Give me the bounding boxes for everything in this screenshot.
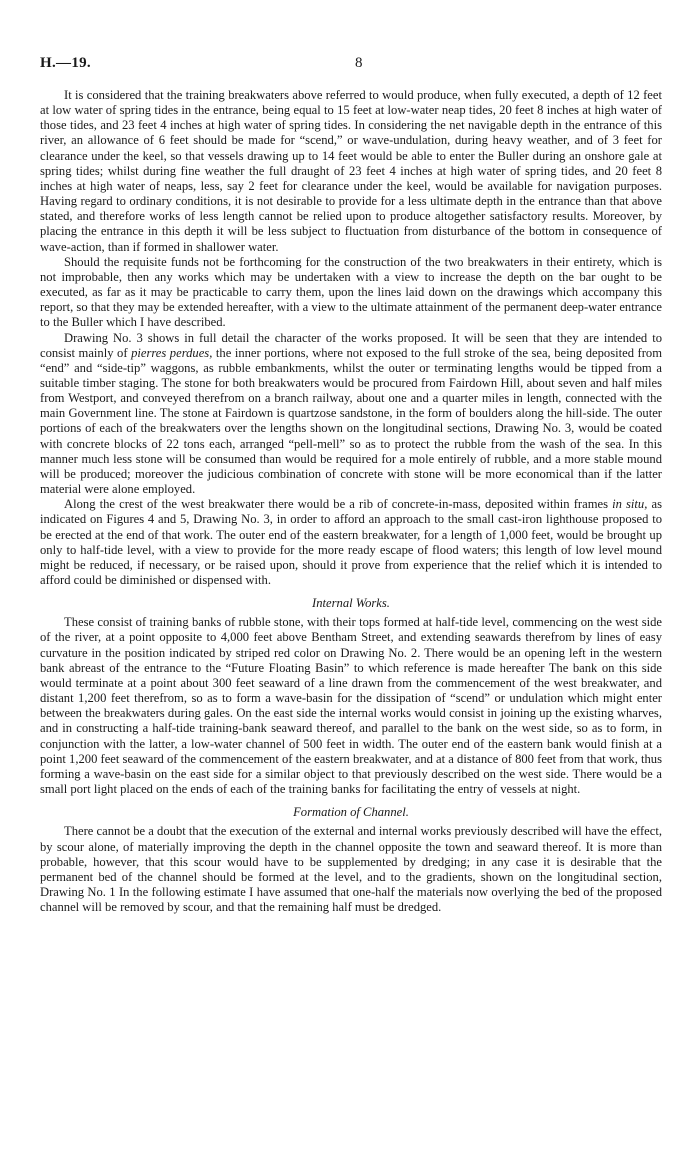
paragraph-formation-of-channel: There cannot be a doubt that the execution of the external and internal works previously described will have the effect, by scour alone, of materially improving the depth in the channel opposite the town and seaward thereof. It is more than probable, however, that this scour would have to be supplemented by dredging; in any case it is desirable that the permanent bed of the channel should be formed at the level, and to the gradients, shown on the longitudinal section, Drawing No. 1 In the following estimate I have assumed that one-half the materials now overlying the bed of the proposed channel will be removed by scour, and that the remaining half must be dredged. — [40, 824, 662, 915]
heading-formation-of-channel: Formation of Channel. — [293, 805, 409, 820]
paragraph-west-breakwater-crest — [40, 497, 662, 588]
paragraph-west-crest-start: Along the crest of the west breakwater there would be a rib of concrete-in-mass, deposited within frames — [64, 497, 613, 512]
paragraph-west-crest-italic: in situ, — [612, 497, 648, 512]
paragraph-west-crest-end: as indicated on Figures 4 and 5, Drawing No. 3, in order to afford an approach to the small cast-iron lighthouse proposed to be erected at the end of that work. The outer end of the eastern breakwater, for a length of 1,000 feet, would be brought up only to half-tide level, with a view to provide for the more ready escape of flood waters; this length of low level mound might be reduced, if necessary, or be raised upon, should it prove from experience that the relief which it is intended to afford could be diminished or dispensed with. — [40, 497, 662, 587]
paragraph-drawing-3 — [40, 331, 662, 498]
report-body — [40, 88, 662, 915]
page-number: 8 — [355, 55, 363, 71]
paragraph-drawing-3-start: Drawing No. 3 shows in full detail the character of the works proposed. It will be seen that they are intended to consist mainly of — [40, 330, 662, 360]
paragraph-funding: Should the requisite funds not be forthcoming for the construction of the two breakwaters in their entirety, which is not improbable, then any works which may be undertaken with a view to increase the depth on the bar ought to be executed, as far as it may be practicable to carry them, upon the lines laid down on the drawings which accompany this report, so that they may be extended hereafter, with a view to the ultimate attainment of the permanent deep-water entrance to the Buller which I have described. — [40, 254, 662, 330]
paragraph-breakwater-depth: It is considered that the training breakwaters above referred to would produce, when fully executed, a depth of 12 feet at low water of spring tides in the entrance, being equal to 15 feet at low-water neap tides, 20 feet 8 inches at high water of those tides, and 23 feet 4 inches at high water of spring tides. In considering the net navigable depth in the entrance of this river, an allowance of 6 feet should be made for “scend,” or wave-undulation, during heavy weather, and of 3 feet for clearance under the keel, so that vessels drawing up to 14 feet would be able to enter the Buller during an onshore gale at spring tides; whilst during fine weather the full draught of 23 feet 4 inches at high water of spring tides, and 20 feet 8 inches at high water of neaps, less, say 2 feet for clearance under the keel, would be available for navigation purposes. Having regard to ordinary conditions, it is not desirable to provide for a less ultimate depth in the entrance than that above stated, and therefore works of less length cannot be relied upon to produce altogether satisfactory results. Moreover, by placing the entrance in this depth it will be less subject to fluctuation from disturbance of the bottom in consequence of wave-action, than if formed in shallower water. — [40, 88, 662, 254]
paragraph-drawing-3-end: the inner portions, where not exposed to the full stroke of the sea, being deposited from “end” and “side-tip” waggons, as rubble embankments, whilst the outer or terminating lengths would be tipped from a suitable timber staging. The stone for both breakwaters would be procured from Fairdown Hill, about seven and half miles from Westport, and conveyed therefrom on a branch railway, about one and a quarter miles in length, connected with the main Government line. The stone at Fairdown is quartzose sandstone, in the form of boulders along the hill-side. The outer portions of each of the breakwaters over the lengths shown on the longitudinal sections, Drawing No. 3, would be coated with concrete blocks of 22 tons each, arranged “pell-mell” so as to protect the rubble from the wash of the sea. In this manner much less stone will be consumed than would be required for a mole entirely of rubble, and a more stable mound will be produced; moreover the judicious combination of concrete with stone will be more economical than if the latter material were alone employed. — [40, 345, 663, 497]
page-header — [40, 55, 660, 77]
paragraph-drawing-3-italic: pierres perdues, — [131, 345, 213, 360]
heading-internal-works: Internal Works. — [312, 596, 390, 611]
document-reference: H.—19. — [40, 55, 91, 71]
paragraph-internal-works: These consist of training banks of rubble stone, with their tops formed at half-tide level, commencing on the west side of the river, at a point opposite to 4,000 feet above Bentham Street, and extending seawards therefrom by lines of easy curvature in the position indicated by striped red color on Drawing No. 2. There would be an opening left in the western bank abreast of the entrance to the “Future Floating Basin” to which reference is made hereafter The bank on this side would terminate at a point about 300 feet seaward of a line drawn from the commencement of the west breakwater, and distant 1,200 feet therefrom, so as to form a wave-basin for the dissipation of “scend” or undulation which might enter between the breakwaters during gales. On the east side the internal works would consist in joining up the existing wharves, and in constructing a half-tide training-bank seaward thereof, and parallel to the bank on the west side, so as to form, in conjunction with the latter, a low-water channel of 500 feet in width. The outer end of the eastern bank would finish at a point 1,200 feet seaward of the commencement of the eastern breakwater, and at a distance of 800 feet from that work, thus forming a wave-basin on the east side for a similar object to that previously described on the west side. There would be a small port light placed on the ends of each of the training banks for facilitating the entry of vessels at night. — [40, 615, 662, 797]
